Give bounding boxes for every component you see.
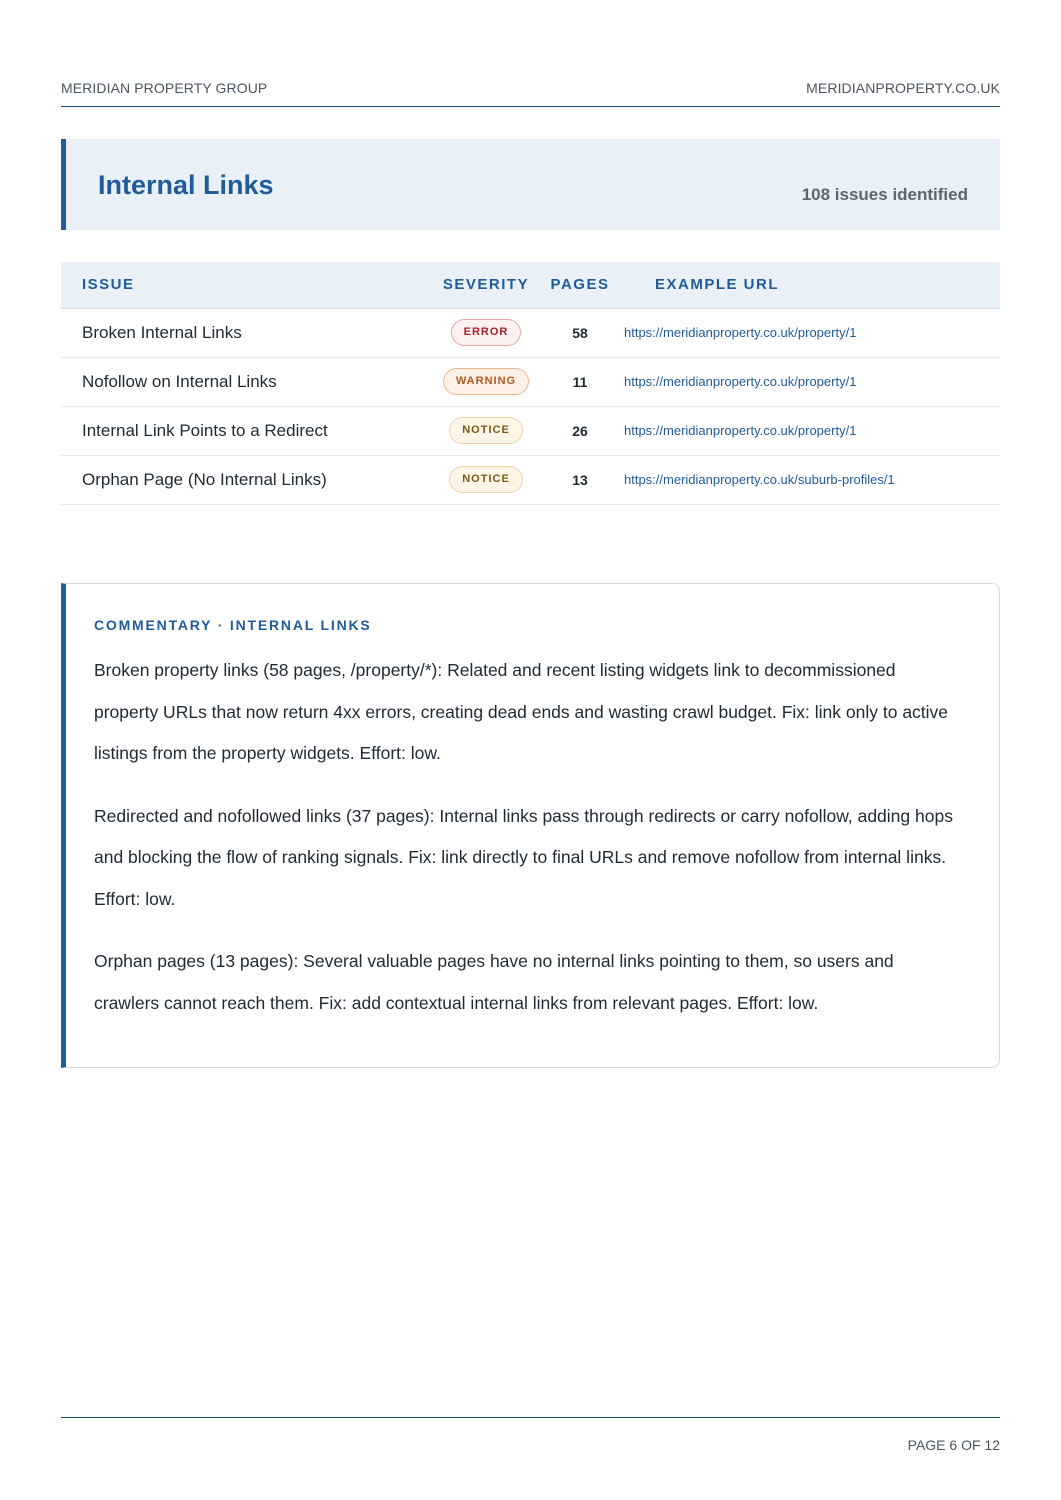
example-url-link[interactable]: https://meridianproperty.co.uk/property/1 (615, 357, 1000, 406)
commentary-paragraph: Orphan pages (13 pages): Several valuable pages have no internal links pointing to them, so users and crawlers cannot reach them. Fix: add contextual internal links from relevant pages. Effort: low. (94, 951, 894, 1013)
column-header-pages: PAGES (545, 262, 615, 308)
section-title: Internal Links (98, 170, 274, 200)
page-number: PAGE 6 OF 12 (907, 1437, 1000, 1453)
table-row (61, 357, 1000, 406)
table-row (61, 308, 1000, 357)
site-domain: MERIDIANPROPERTY.CO.UK (806, 80, 1000, 96)
footer-divider (61, 1417, 1000, 1418)
table-row (61, 406, 1000, 455)
issue-name: Nofollow on Internal Links (61, 357, 427, 406)
commentary-paragraph: Broken property links (58 pages, /property/*): Related and recent listing widgets link to decommissioned property URLs that now return 4xx errors, creating dead ends and wasting crawl budget. Fix: link only to active listings from the property widgets. Effort: low. (94, 660, 949, 763)
severity-badge-warning: WARNING (443, 368, 529, 395)
example-url-link[interactable]: https://meridianproperty.co.uk/suburb-profiles/1 (615, 455, 1000, 504)
issues-table (61, 262, 1000, 505)
issue-name: Orphan Page (No Internal Links) (61, 455, 427, 504)
issue-name: Internal Link Points to a Redirect (61, 406, 427, 455)
column-header-issue: ISSUE (61, 262, 427, 308)
pages-count: 26 (545, 406, 615, 455)
example-url-link[interactable]: https://meridianproperty.co.uk/property/1 (615, 406, 1000, 455)
issue-name: Broken Internal Links (61, 308, 427, 357)
pages-count: 11 (545, 357, 615, 406)
commentary-paragraph: Redirected and nofollowed links (37 pages): Internal links pass through redirects or carry nofollow, adding hops and blocking the flow of ranking signals. Fix: link directly to final URLs and remove nofollow from internal links. Effort: low. (94, 805, 953, 909)
pages-count: 13 (545, 455, 615, 504)
severity-badge-notice: NOTICE (449, 417, 523, 444)
table-header-row (61, 262, 1000, 308)
commentary-label: COMMENTARY · INTERNAL LINKS (94, 617, 372, 633)
section-banner (61, 139, 1000, 230)
page-header (61, 80, 1000, 107)
severity-badge-error: ERROR (451, 319, 522, 346)
example-url-link[interactable]: https://meridianproperty.co.uk/property/1 (615, 308, 1000, 357)
severity-badge-notice: NOTICE (449, 466, 523, 493)
company-name: MERIDIAN PROPERTY GROUP (61, 80, 268, 96)
column-header-severity: SEVERITY (427, 262, 545, 308)
column-header-example-url: EXAMPLE URL (615, 262, 1000, 308)
commentary-box (61, 583, 1000, 1068)
table-row (61, 455, 1000, 504)
issues-count: 108 issues identified (801, 185, 968, 204)
pages-count: 58 (545, 308, 615, 357)
